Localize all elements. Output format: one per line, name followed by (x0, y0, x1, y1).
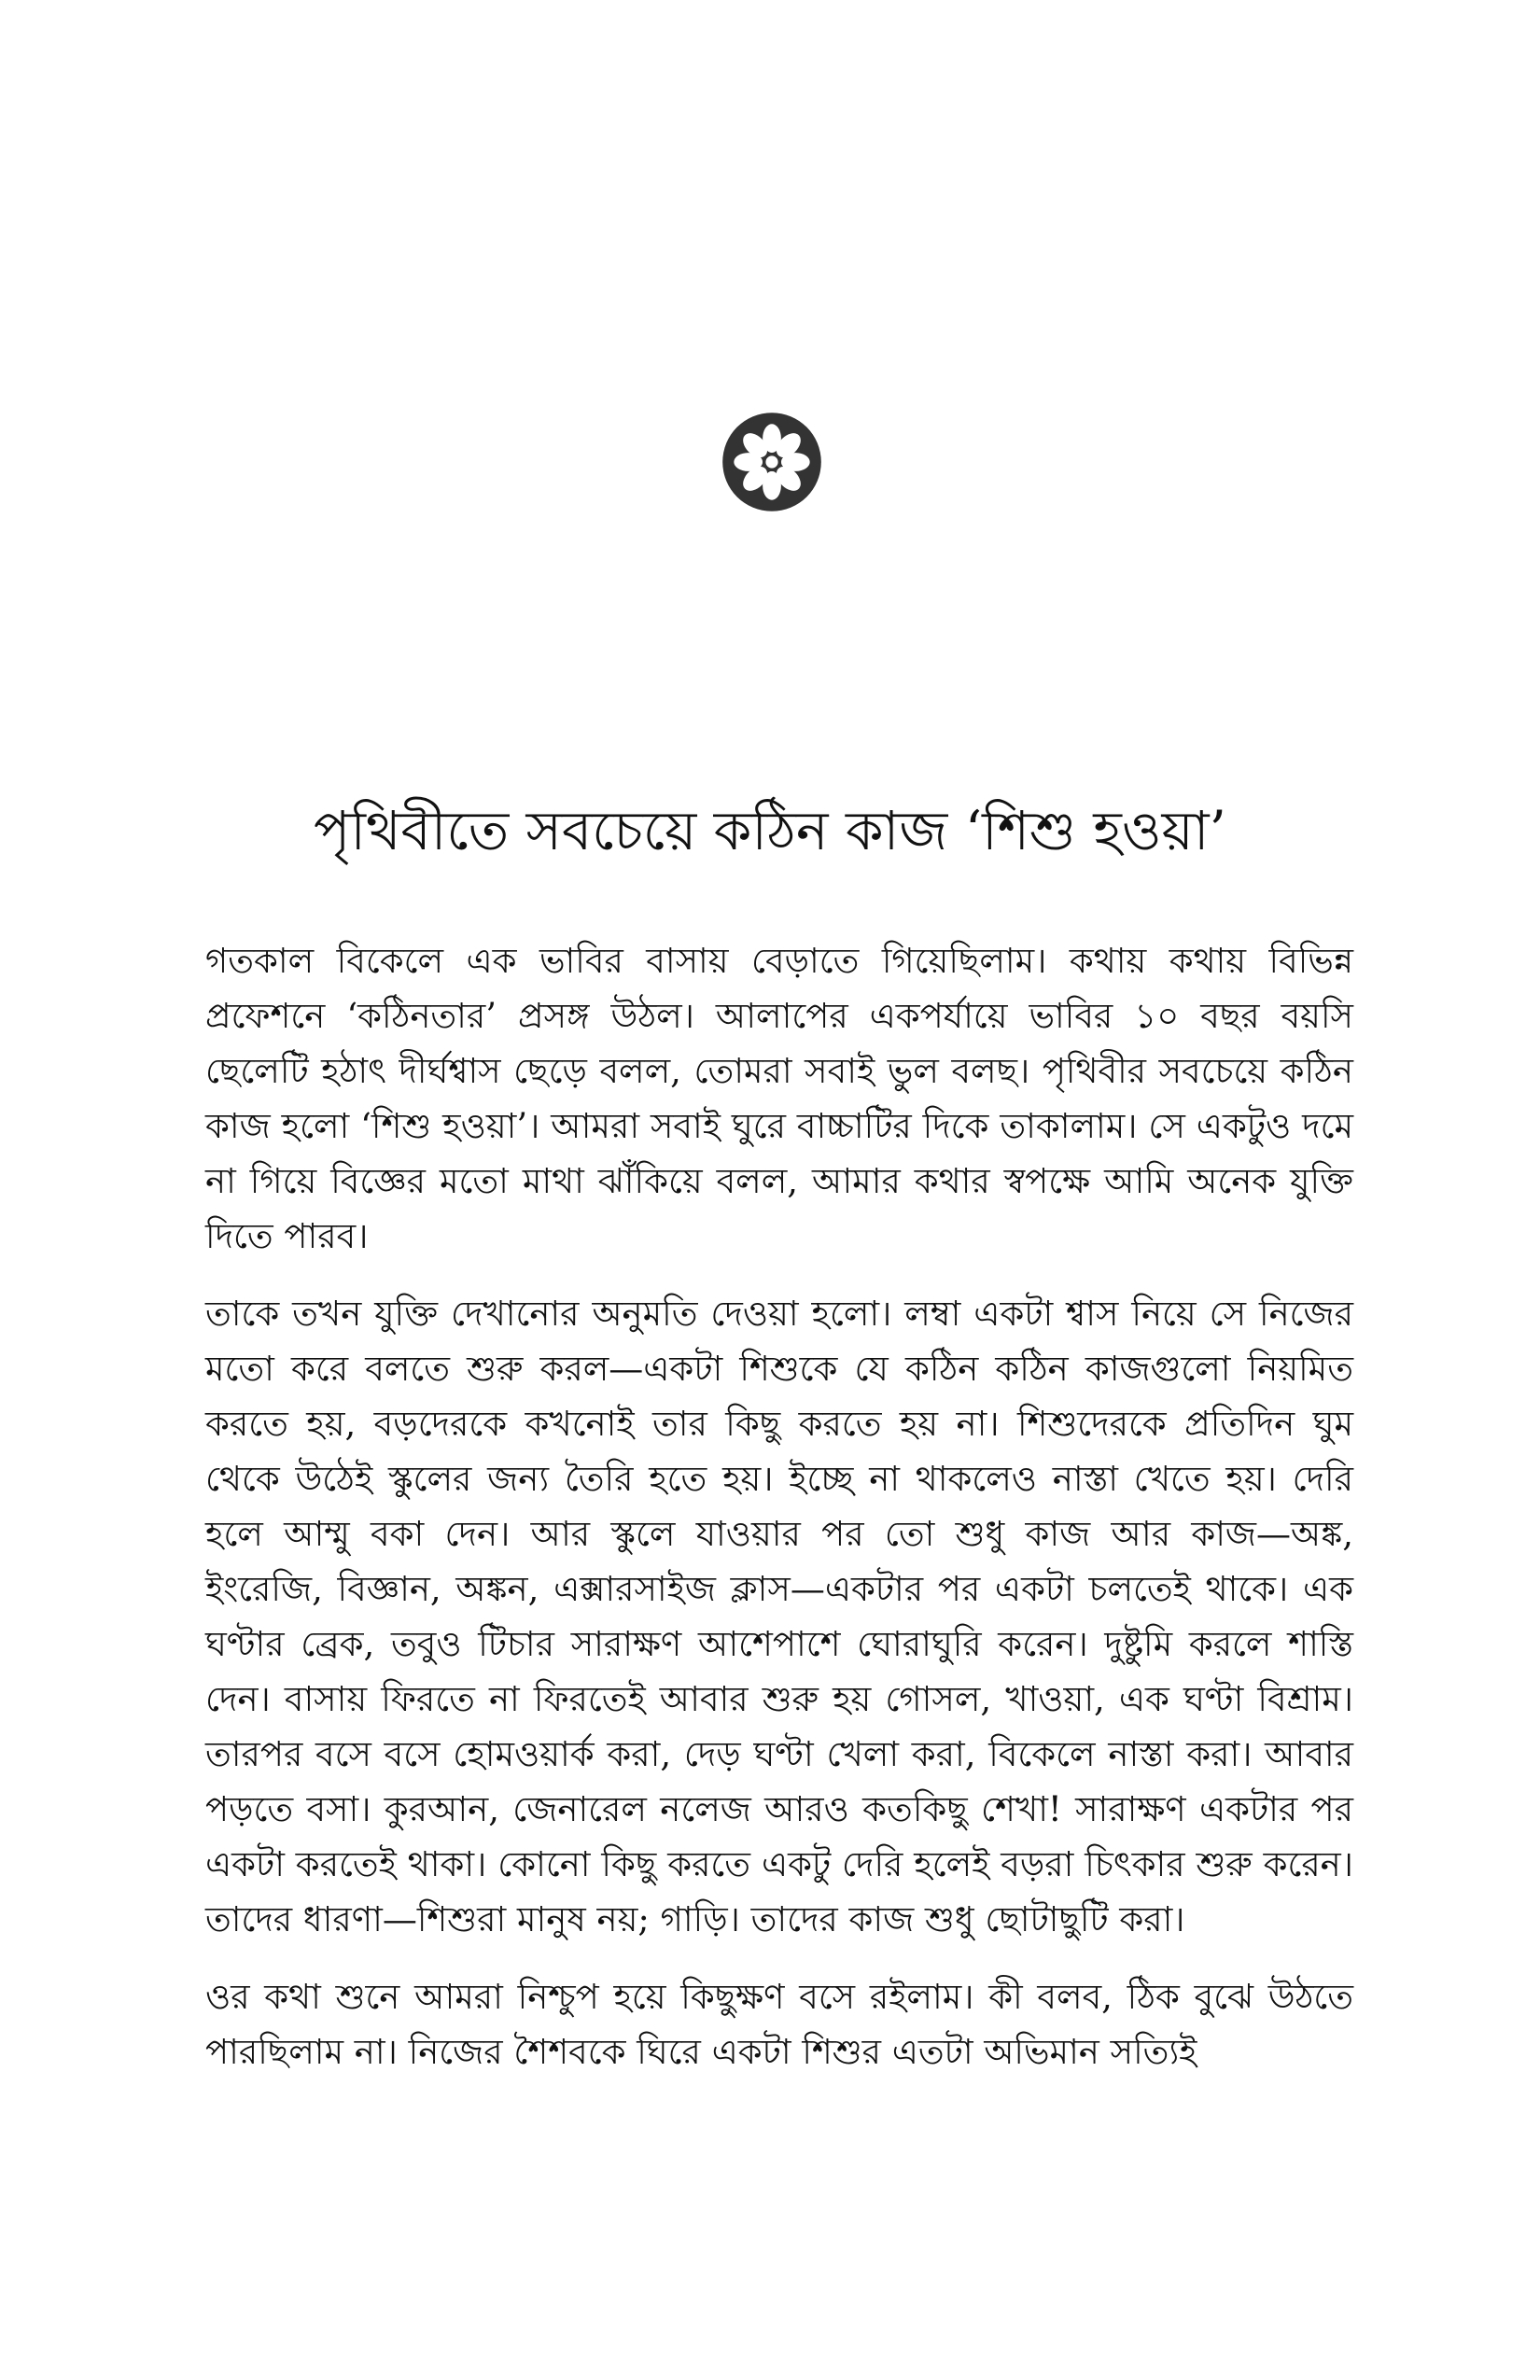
body-text (205, 933, 1353, 2102)
paragraph-3: ওর কথা শুনে আমরা নিশ্চুপ হয়ে কিছুক্ষণ বসে রইলাম। কী বলব, ঠিক বুঝে উঠতে পারছিলাম না। নিজের শৈশবকে ঘিরে একটা শিশুর এতটা অভিমান সত্যিই (205, 1977, 1353, 2072)
flower-ornament-icon (721, 411, 823, 513)
paragraph-2: তাকে তখন যুক্তি দেখানোর অনুমতি দেওয়া হলো। লম্বা একটা শ্বাস নিয়ে সে নিজের মতো করে বলতে শুরু করল—একটা শিশুকে যে কঠিন কঠিন কাজগুলো নিয়মিত করতে হয়, বড়দেরকে কখনোই তার কিছু করতে হয় না। শিশুদেরকে প্রতিদিন ঘুম থেকে উঠেই স্কুলের জন্য তৈরি হতে হয়। ইচ্ছে না থাকলেও নাস্তা খেতে হয়। দেরি হলে আম্মু বকা দেন। আর স্কুলে যাওয়ার পর তো শুধু কাজ আর কাজ—অঙ্ক, ইংরেজি, বিজ্ঞান, অঙ্কন, এক্সারসাইজ ক্লাস—একটার পর একটা চলতেই থাকে। এক ঘণ্টার ব্রেক, তবুও টিচার সারাক্ষণ আশেপাশে ঘোরাঘুরি করেন। দুষ্টুমি করলে শাস্তি দেন। বাসায় ফিরতে না ফিরতেই আবার শুরু হয় গোসল, খাওয়া, এক ঘণ্টা বিশ্রাম। তারপর বসে বসে হোমওয়ার্ক করা, দেড় ঘণ্টা খেলা করা, বিকেলে নাস্তা করা। আবার পড়তে বসা। কুরআন, জেনারেল নলেজ আরও কতকিছু শেখা! সারাক্ষণ একটার পর একটা করতেই থাকা। কোনো কিছু করতে একটু দেরি হলেই বড়রা চিৎকার শুরু করেন। তাদের ধারণা—শিশুরা মানুষ নয়; গাড়ি। তাদের কাজ শুধু ছোটাছুটি করা। (205, 1294, 1353, 1939)
chapter-title: পৃথিবীতে সবচেয়ে কঠিন কাজ ‘শিশু হওয়া’ (313, 799, 1226, 862)
paragraph-1: গতকাল বিকেলে এক ভাবির বাসায় বেড়াতে গিয়েছিলাম। কথায় কথায় বিভিন্ন প্রফেশনে ‘কঠিনতার’ প্রসঙ্গ উঠল। আলাপের একপর্যায়ে ভাবির ১০ বছর বয়সি ছেলেটি হঠাৎ দীর্ঘশ্বাস ছেড়ে বলল, তোমরা সবাই ভুল বলছ। পৃথিবীর সবচেয়ে কঠিন কাজ হলো ‘শিশু হওয়া’। আমরা সবাই ঘুরে বাচ্চাটির দিকে তাকালাম। সে একটুও দমে না গিয়ে বিজ্ঞের মতো মাথা ঝাঁকিয়ে বলল, আমার কথার স্বপক্ষে আমি অনেক যুক্তি দিতে পারব। (205, 941, 1353, 1256)
